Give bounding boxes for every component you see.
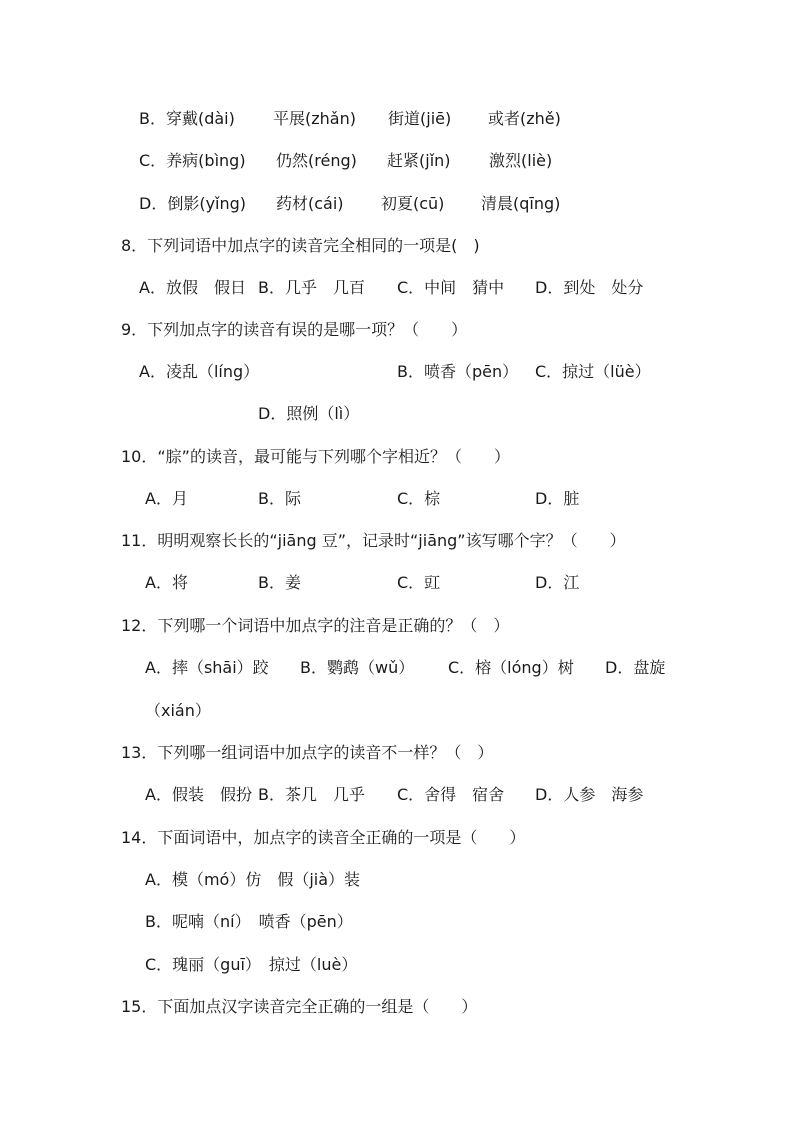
question-text: 15．下面加点汉字读音完全正确的一组是（ ）: [121, 997, 478, 1016]
option-c: C．瑰丽（guī） 掠过（luè）: [145, 955, 358, 974]
option-a: A．假装 假扮: [145, 785, 252, 804]
option-line-7d: [0, 189, 794, 219]
option-d: D．到处 处分: [535, 278, 644, 297]
option-text: 平展(zhǎn): [273, 109, 356, 128]
option-text: D．倒影(yǐng): [139, 194, 247, 213]
options-9: [0, 357, 794, 387]
option-c: C．棕: [397, 489, 441, 508]
option-c: C．豇: [397, 573, 441, 592]
question-11: [0, 526, 794, 556]
option-c: C．掠过（lüè）: [535, 362, 651, 381]
option-c: C．榕（lóng）树: [448, 658, 574, 677]
option-line-7c: [0, 146, 794, 176]
question-text: 9．下列加点字的读音有误的是哪一项？（ ）: [121, 320, 468, 339]
option-d: D．照例（lì）: [258, 404, 360, 423]
option-text: 街道(jiē): [388, 109, 452, 128]
options-10: [0, 484, 794, 514]
option-text: 仍然(réng): [276, 151, 357, 170]
question-text: 11．明明观察长长的“jiāng 豆”，记录时“jiāng”该写哪个字？（ ）: [121, 531, 626, 550]
option-b: B．喷香（pēn）: [397, 362, 519, 381]
option-a: A．将: [145, 573, 188, 592]
question-10: [0, 442, 794, 472]
option-text: 赶紧(jǐn): [387, 151, 451, 170]
options-12-cont: [0, 696, 794, 726]
options-8: [0, 273, 794, 303]
question-12: [0, 611, 794, 641]
option-a: A．月: [145, 489, 188, 508]
option-text: 初夏(cū): [381, 194, 445, 213]
question-text: 8．下列词语中加点字的读音完全相同的一项是( ): [121, 236, 480, 255]
option-text: 药材(cái): [276, 194, 344, 213]
option-d: D．江: [535, 573, 580, 592]
option-a: A．摔（shāi）跤: [145, 658, 269, 677]
question-text: 10．“腙”的读音，最可能与下列哪个字相近？（ ）: [121, 447, 510, 466]
option-14c: [0, 950, 794, 980]
question-text: 13．下列哪一组词语中加点字的读音不一样？（ ）: [121, 743, 494, 762]
question-text: 14．下面词语中，加点字的读音全正确的一项是（ ）: [121, 828, 526, 847]
question-text: 12．下列哪一个词语中加点字的注音是正确的？（ ）: [121, 616, 510, 635]
option-line-7b: [0, 104, 794, 134]
option-b: B．姜: [258, 573, 301, 592]
option-b: B．际: [258, 489, 301, 508]
option-d: D．脏: [535, 489, 580, 508]
option-c: C．舍得 宿舍: [397, 785, 505, 804]
option-14b: [0, 907, 794, 937]
option-d: D．人参 海参: [535, 785, 644, 804]
option-d: D．盘旋: [605, 658, 666, 677]
question-14: [0, 823, 794, 853]
option-text: B．穿戴(dài): [139, 109, 235, 128]
options-12: [0, 653, 794, 683]
option-text: 清晨(qīng): [481, 194, 561, 213]
option-text: 激烈(liè): [489, 151, 553, 170]
question-9: [0, 315, 794, 345]
option-b: B．几乎 几百: [258, 278, 365, 297]
option-14a: [0, 865, 794, 895]
option-b: B．呢喃（ní） 喷香（pēn）: [145, 912, 353, 931]
option-a: A．放假 假日: [139, 278, 246, 297]
option-b: B．茶几 几乎: [258, 785, 365, 804]
question-15: [0, 992, 794, 1022]
options-9-cont: [0, 399, 794, 429]
option-c: C．中间 猜中: [397, 278, 505, 297]
options-13: [0, 780, 794, 810]
option-a: A．凌乱（líng）: [139, 362, 260, 381]
question-13: [0, 738, 794, 768]
option-text: 或者(zhě): [488, 109, 561, 128]
question-8: [0, 231, 794, 261]
option-d-pinyin: （xián）: [145, 701, 211, 720]
options-11: [0, 568, 794, 598]
option-text: C．养病(bìng): [139, 151, 246, 170]
option-b: B．鹦鹉（wǔ）: [300, 658, 415, 677]
option-a: A．模（mó）仿 假（jià）装: [145, 870, 361, 889]
